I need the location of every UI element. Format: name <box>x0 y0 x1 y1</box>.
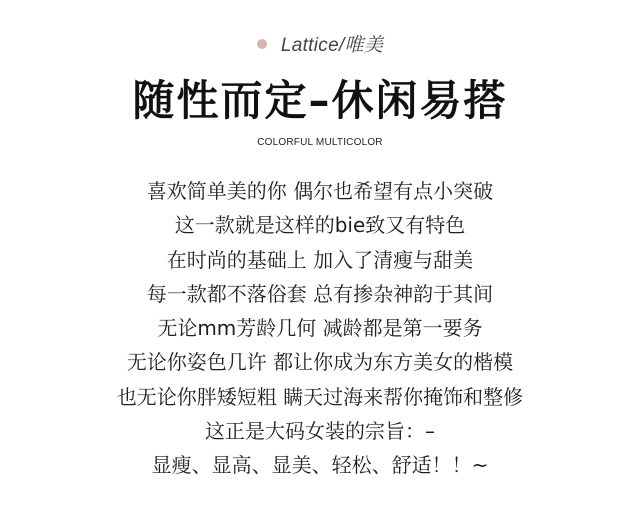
description-text <box>0 177 640 486</box>
description-line: 也无论你胖矮短粗 瞒天过海来帮你掩饰和整修 <box>116 384 524 409</box>
description-line: 显瘦、显高、显美、轻松、舒适！！~ <box>151 453 489 478</box>
description-line: 每一款都不落俗套 总有掺杂神韵于其间 <box>146 281 494 306</box>
description-line: 在时尚的基础上 加入了清瘦与甜美 <box>166 247 474 272</box>
description-line: 这一款就是这样的bie致又有特色 <box>174 213 466 238</box>
brand-dot-icon <box>257 39 267 49</box>
description-line: 无论mm芳龄几何 减龄都是第一要务 <box>157 316 483 341</box>
description-line: 喜欢简单美的你 偶尔也希望有点小突破 <box>146 179 494 203</box>
page-title: 随性而定–休闲易搭 <box>132 76 508 125</box>
brand-name: Lattice/唯美 <box>280 35 384 56</box>
description-line: 无论你姿色几许 都让你成为东方美女的楷模 <box>126 350 514 375</box>
description-line: 这正是大码女装的宗旨：– <box>205 419 435 444</box>
brand-row <box>0 30 640 57</box>
page-subtitle: COLORFUL MULTICOLOR <box>257 137 383 148</box>
